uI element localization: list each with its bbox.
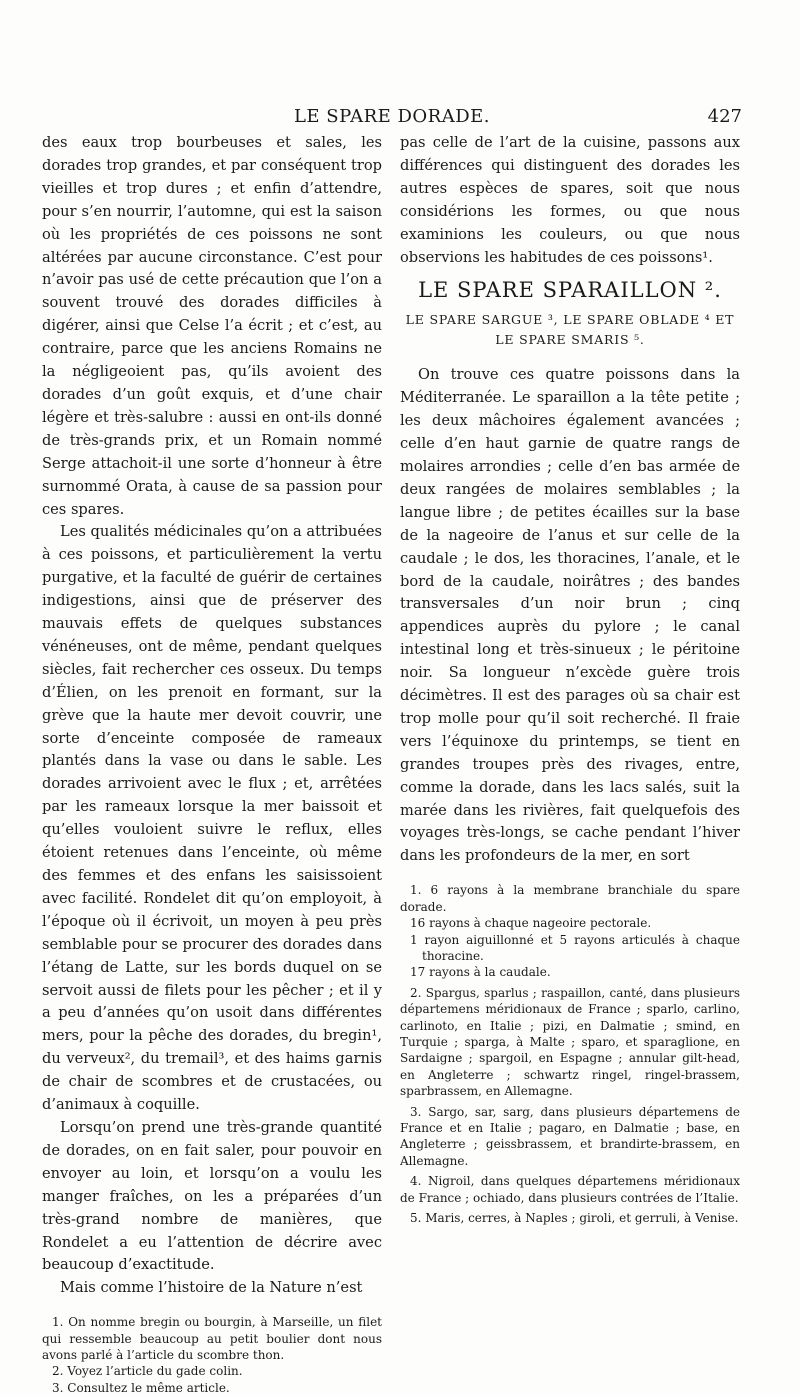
paragraph: pas celle de l’art de la cuisine, passons aux différences qui distinguent des dorades les autres espèces de spares, soit que nous considérions les formes, ou que nous examinions les couleurs, ou que nous observions les habitudes de ces poissons¹.: [400, 134, 740, 266]
section-title: LE SPARE SPARAILLON ².: [418, 278, 722, 303]
running-title: LE SPARE DORADE.: [293, 106, 491, 127]
footnote: 1 rayon aiguillonné et 5 rayons articulés à chaque thoracine.: [410, 932, 740, 963]
page-number: 427: [707, 106, 742, 127]
footnote: 2. Voyez l’article du gade colin.: [52, 1364, 243, 1379]
section-subtitle: LE SPARE SARGUE ³, LE SPARE OBLADE ⁴ ET LE SPARE SMARIS ⁵.: [405, 312, 735, 348]
footnote: 3. Sargo, sar, sarg, dans plusieurs départemens de France et en Italie ; pagaro, en Dalmatie ; base, en Angleterre ; geissbrassem, et brandirte-brassem, en Allemagne.: [400, 1104, 740, 1168]
footnotes: [400, 882, 740, 1226]
footnote: 17 rayons à la caudale.: [410, 965, 551, 980]
paragraph: On trouve ces quatre poissons dans la Méditerranée. Le sparaillon a la tête petite ; les deux mâchoires également avancées ; celle d’en haut garnie de quatre rangs de molaires arrondies ; celle d’en bas armée de deux rangées de molaires semblables ; la langue libre ; de petites écailles sur la base de la nageoire de l’anus et sur celle de la caudale ; le dos, les thoracines, l’anale, et le bord de la caudale, noirâtres ; des bandes transversales d’un noir brun ; cinq appendices auprès du pylore ; le canal intestinal long et très-sinueux ; le péritoine noir. Sa longueur n’excède guère trois décimètres. Il est des parages où sa chair est trop molle pour qu’il soit recherché. Il fraie vers l’équinoxe du printemps, se tient en grandes troupes près des rivages, entre, comme la dorade, dans les lacs salés, suit la marée dans les rivières, fait quelquefois des voyages très-longs, se cache pendant l’hiver dans les profondeurs de la mer, en sort: [400, 366, 740, 865]
footnote: 1. 6 rayons à la membrane branchiale du spare dorade.: [400, 883, 740, 914]
paragraph: Lorsqu’on prend une très-grande quantité de dorades, on en fait saler, pour pouvoir en envoyer au loin, et lorsqu’on a voulu les manger fraîches, on les a préparées d’un très-grand nombre de manières, que Rondelet a eu l’attention de décrire avec beaucoup d’exactitude.: [42, 1118, 382, 1274]
footnotes: [42, 1314, 382, 1396]
footnote: 4. Nigroil, dans quelques départemens méridionaux de France ; ochiado, dans plusieurs contrées de l’Italie.: [400, 1174, 740, 1205]
right-column: [400, 132, 740, 1226]
footnote: 3. Consultez le même article.: [52, 1380, 230, 1395]
left-column: [42, 132, 382, 1396]
paragraph: Mais comme l’histoire de la Nature n’est: [60, 1279, 363, 1297]
footnote: 5. Maris, cerres, à Naples ; giroli, et gerruli, à Venise.: [410, 1211, 739, 1225]
page-header: [42, 106, 742, 130]
footnote: 16 rayons à chaque nageoire pectorale.: [410, 916, 652, 931]
paragraph: Les qualités médicinales qu’on a attribuées à ces poissons, et particulièrement la vertu purgative, et la faculté de guérir de certaines indigestions, ainsi que de préserver des mauvais effets de quelques substances vénéneuses, ont de même, pendant quelques siècles, fait rechercher ces osseux. Du temps d’Élien, on les prenoit en formant, sur la grève que la haute mer devoit couvrir, une sorte d’enceinte composée de rameaux plantés dans la vase ou dans le sable. Les dorades arrivoient avec le flux ; et, arrêtées par les rameaux lorsque la mer baissoit et qu’elles vouloient suivre le reflux, elles étoient retenues dans l’enceinte, où même des femmes et des enfans les saisissoient avec facilité. Rondelet dit qu’on employoit, à l’époque où il écrivoit, un moyen à peu près semblable pour se procurer des dorades dans l’étang de Latte, sur les bords duquel on se servoit aussi de filets pour les pêcher ; et il y a peu d’années qu’on usoit dans différentes mers, pour la pêche des dorades, du bregin¹, du verveux², du tremail³, et des haims garnis de chair de scombres et de crustacées, ou d’animaux à coquille.: [42, 523, 382, 1114]
paragraph: des eaux trop bourbeuses et sales, les dorades trop grandes, et par conséquent trop vieilles et trop dures ; et enfin d’attendre, pour s’en nourrir, l’automne, qui est la saison où les propriétés de ces poissons ne sont altérées par aucune circonstance. C’est pour n’avoir pas usé de cette précaution que l’on a souvent trouvé des dorades difficiles à digérer, ainsi que Celse l’a écrit ; et c’est, au contraire, parce que les anciens Romains ne la négligeoient pas, qu’ils avoient des dorades d’un goût exquis, et d’une chair légère et très-salubre : aussi en ont-ils donné de très-grands prix, et un Romain nommé Serge attachoit-il une sorte d’honneur à être surnommé Orata, à cause de sa passion pour ces spares.: [42, 134, 382, 518]
footnote: 1. On nomme bregin ou bourgin, à Marseille, un filet qui ressemble beaucoup au petit boulier dont nous avons parlé à l’article du scombre thon.: [42, 1315, 382, 1363]
footnote: 2. Spargus, sparlus ; raspaillon, canté, dans plusieurs départemens méridionaux de France ; sparlo, carlino, carlinoto, en Italie ; pizi, en Dalmatie ; smind, en Turquie ; sparga, à Malte ; sparo, et sparaglione, en Sardaigne ; spargoil, en Espagne ; annular gilt-head, en Angleterre ; schwartz ringel, ringel-brassem, sparbrassem, en Allemagne.: [400, 985, 740, 1099]
